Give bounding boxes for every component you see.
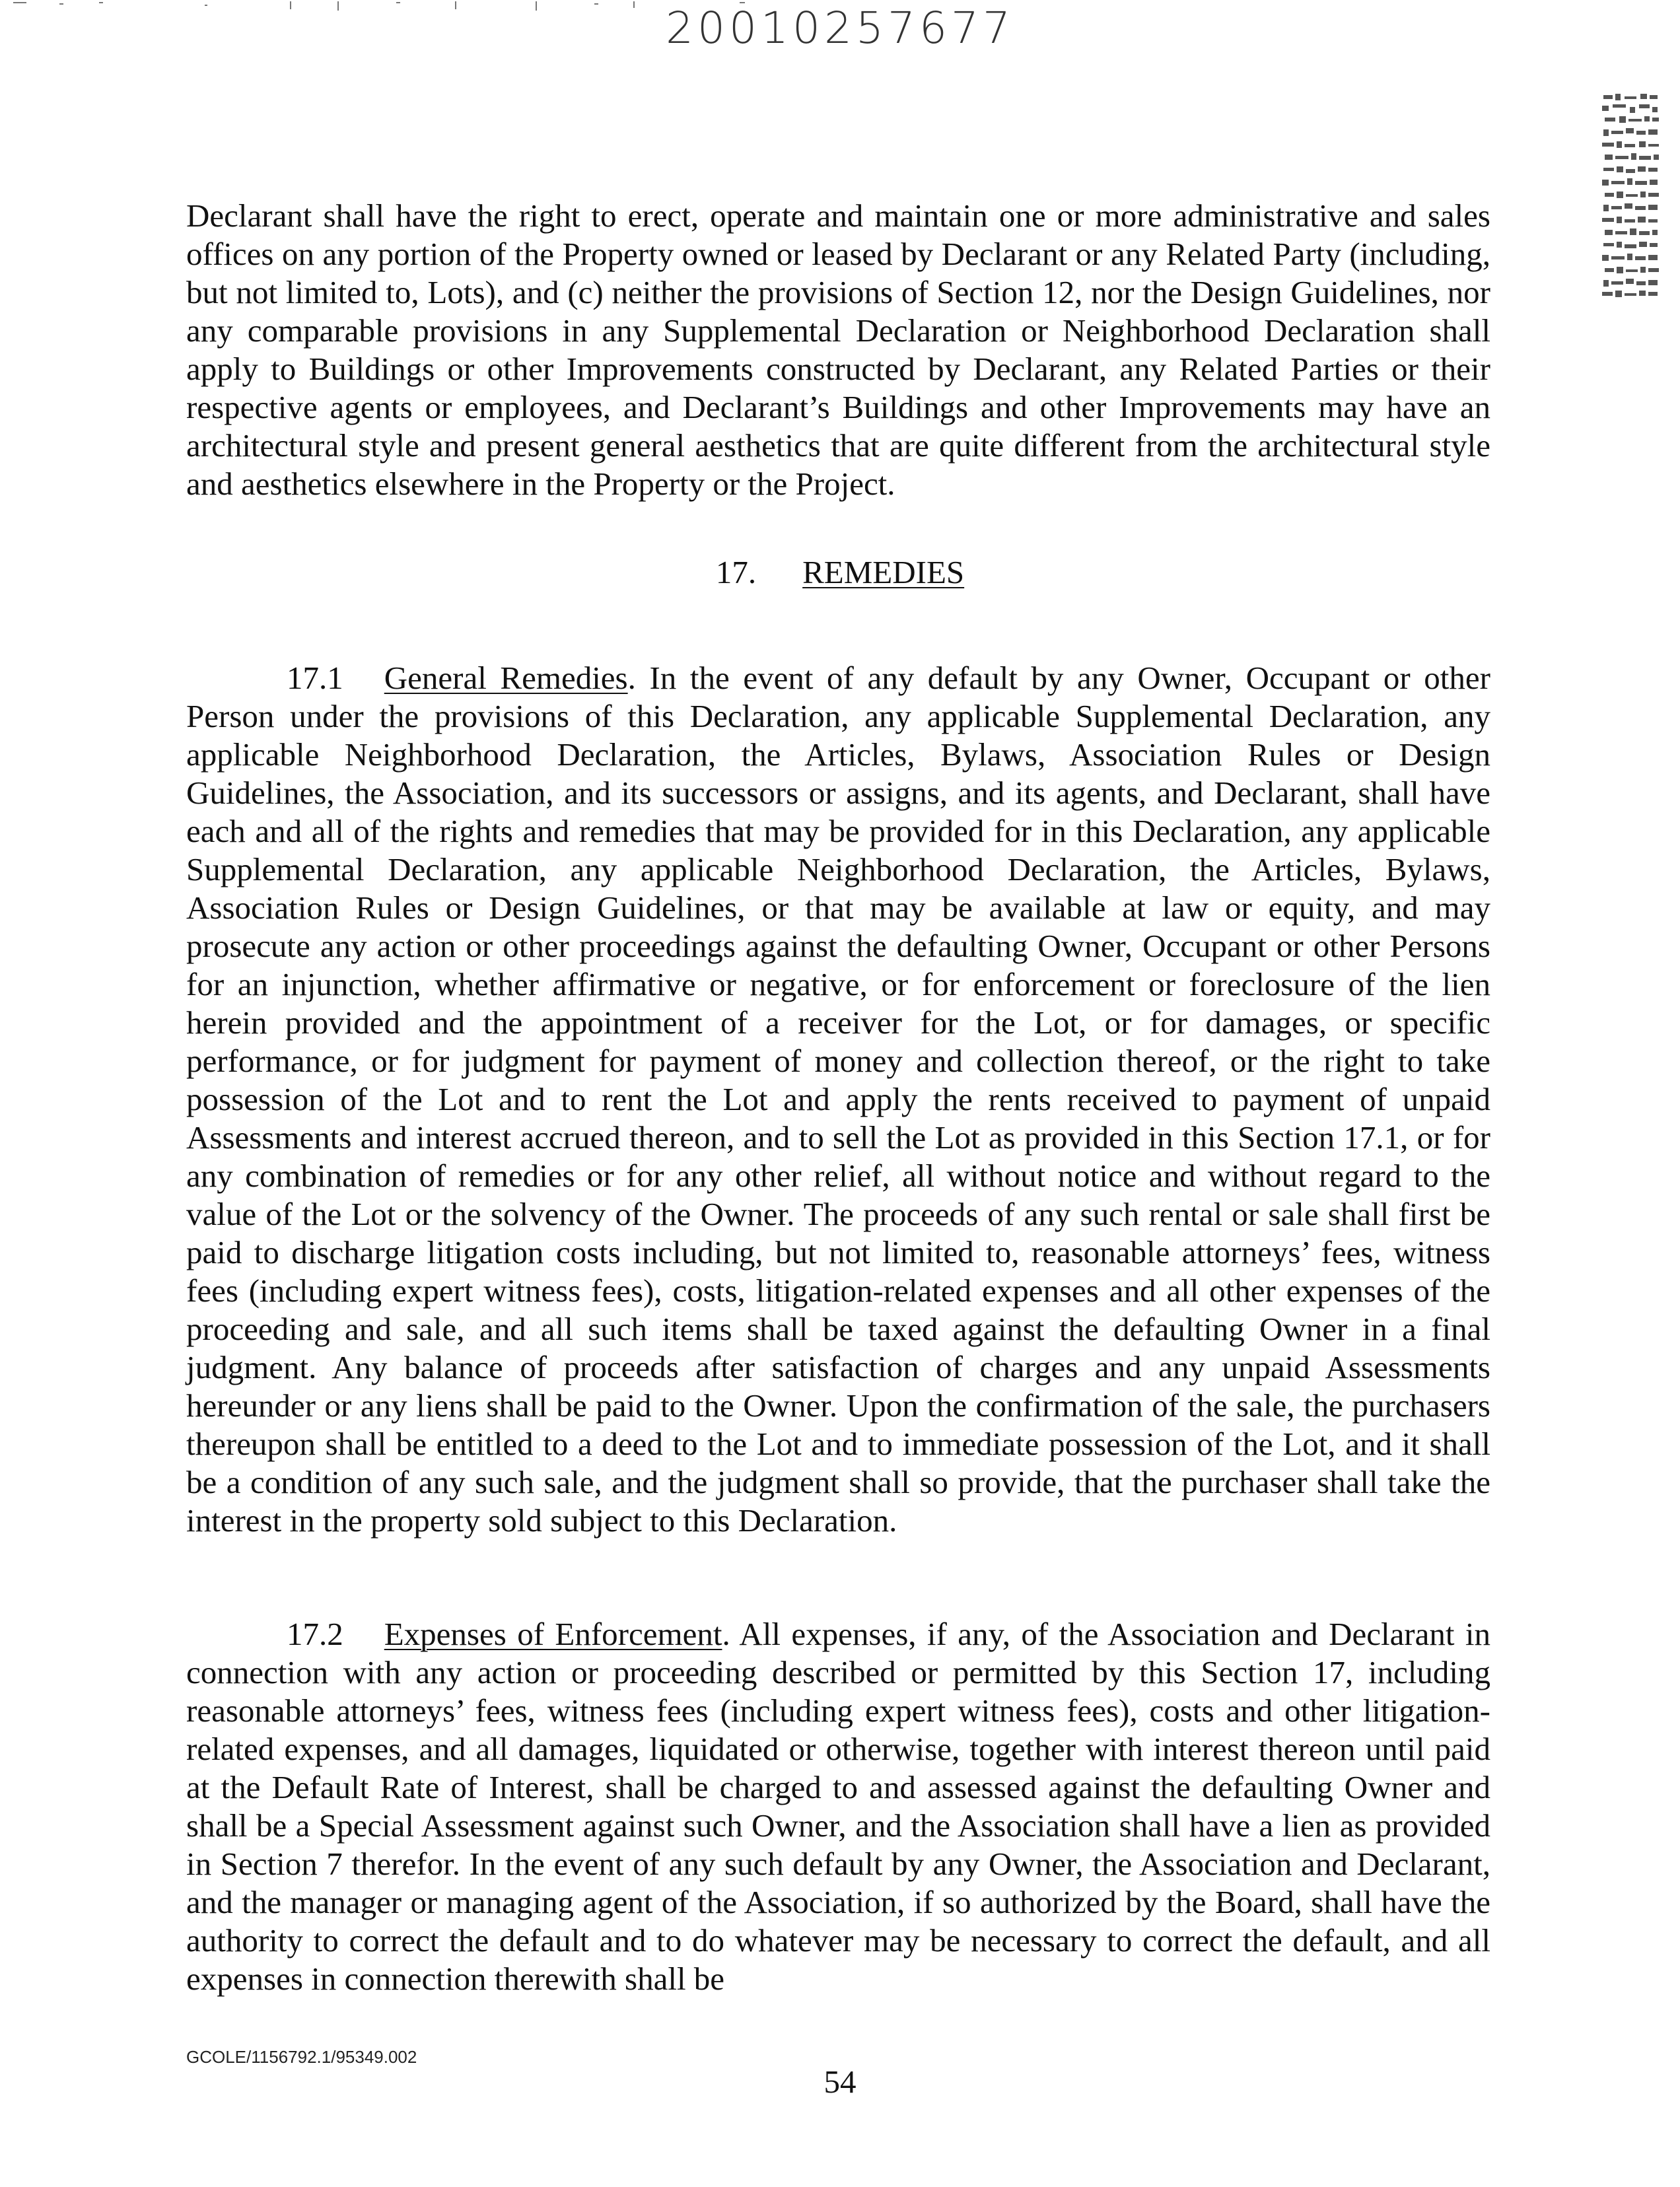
- page-number: 54: [823, 2064, 857, 2100]
- subsection-17-2-paragraph: 17.2 Expenses of Enforcement. All expenses, if any, of the Association and Declarant in connection with any action or proceeding described or permitted by this Section 17, including reasonable attorneys’ fees, witness fees (including expert witness fees), costs and other litigation-related expenses, and all damages, liquidated or otherwise, together with interest thereon until paid at the Default Rate of Interest, shall be charged to and assessed against the defaulting Owner and shall be a Special Assessment against such Owner, and the Association shall have a lien as provided in Section 7 therefor. In the event of any such default by any Owner, the Association and Declarant, and the manager or managing agent of the Association, if so authorized by the Board, shall have the authority to correct the default and to do whatever may be necessary to correct the default, and all expenses in connection therewith shall be: [186, 1616, 1490, 1997]
- continuation-paragraph: Declarant shall have the right to erect, operate and maintain one or more administrative and sales offices on any portion of the Property owned or leased by Declarant or any Related Party (including, but not limited to, Lots), and (c) neither the provisions of Section 12, nor the Design Guidelines, nor any comparable provisions in any Supplemental Declaration or Neighborhood Declaration shall apply to Buildings or other Improvements constructed by Declarant, any Related Parties or their respective agents or employees, and Declarant’s Buildings and other Improvements may have an architectural style and present general aesthetics that are quite different from the architectural style and aesthetics elsewhere in the Property or the Project.: [186, 197, 1490, 502]
- subsection-body: All expenses, if any, of the Association and Declarant in connection with any action or proceeding described or permitted by this Section 17, including reasonable attorneys’ fees, witness fees (including expert witness fees), costs and other litigation-related expenses, and all damages, liquidated or otherwise, together with interest thereon until paid at the Default Rate of Interest, shall be charged to and assessed against the defaulting Owner and shall be a Special Assessment against such Owner, and the Association shall have a lien as provided in Section 7 therefor. In the event of any such default by any Owner, the Association and Declarant, and the manager or managing agent of the Association, if so authorized by the Board, shall have the authority to correct the default and to do whatever may be necessary to correct the default, and all expenses in connection therewith shall be: [186, 1616, 1490, 1997]
- subsection-number: 17.2: [287, 1616, 343, 1652]
- subsection-17-1-paragraph: 17.1 General Remedies. In the event of any default by any Owner, Occupant or other Person under the provisions of this Declaration, any applicable Supplemental Declaration, any applicable Neighborhood Declaration, the Articles, Bylaws, Association Rules or Design Guidelines, the Association, and its successors or assigns, and its agents, and Declarant, shall have each and all of the rights and remedies that may be provided for in this Declaration, any applicable Supplemental Declaration, any applicable Neighborhood Declaration, the Articles, Bylaws, Association Rules or Design Guidelines, or that may be available at law or equity, and may prosecute any action or other proceedings against the defaulting Owner, Occupant or other Persons for an injunction, whether affirmative or negative, or for enforcement or foreclosure of the lien herein provided and the appointment of a receiver for the Lot, or for damages, or specific performance, or for judgment for payment of money and collection thereof, or the right to take possession of the Lot and to rent the Lot and apply the rents received to payment of unpaid Assessments and interest accrued thereon, and to sell the Lot as provided in this Section 17.1, or for any combination of remedies or for any other relief, all without notice and without regard to the value of the Lot or the solvency of the Owner. The proceeds of any such rental or sale shall first be paid to discharge litigation costs including, but not limited to, reasonable attorneys’ fees, witness fees (including expert witness fees), costs, litigation-related expenses and all other expenses of the proceeding and sale, and all such items shall be taxed against the defaulting Owner in a final judgment. Any balance of proceeds after satisfaction of charges and any unpaid Assessments hereunder or any liens shall be paid to the Owner. Upon the confirmation of the sale, the purchasers thereupon shall be entitled to a deed to the Lot and to immediate possession of the Lot, and it shall be a condition of any such sale, and the judgment shall so provide, that the purchaser shall take the interest in the property sold subject to this Declaration.: [186, 660, 1490, 1539]
- section-heading: [0, 553, 1680, 592]
- section-title: REMEDIES: [802, 554, 965, 590]
- section-number: 17.: [715, 554, 757, 590]
- subsection-number: 17.1: [287, 660, 343, 696]
- vertical-barcode-stamp: [1601, 91, 1660, 302]
- subsection-title: General Remedies: [384, 660, 628, 696]
- subsection-body: In the event of any default by any Owner, Occupant or other Person under the provisions of this Declaration, any applicable Supplemental Declaration, any applicable Neighborhood Declaration, the Articles, Bylaws, Association Rules or Design Guidelines, the Association, and its successors or assigns, and its agents, and Declarant, shall have each and all of the rights and remedies that may be provided for in this Declaration, any applicable Supplemental Declaration, any applicable Neighborhood Declaration, the Articles, Bylaws, Association Rules or Design Guidelines, or that may be available at law or equity, and may prosecute any action or other proceedings against the defaulting Owner, Occupant or other Persons for an injunction, whether affirmative or negative, or for enforcement or foreclosure of the lien herein provided and the appointment of a receiver for the Lot, or for damages, or specific performance, or for judgment for payment of money and collection thereof, or the right to take possession of the Lot and to rent the Lot and apply the rents received to payment of unpaid Assessments and interest accrued thereon, and to sell the Lot as provided in this Section 17.1, or for any combination of remedies or for any other relief, all without notice and without regard to the value of the Lot or the solvency of the Owner. The proceeds of any such rental or sale shall first be paid to discharge litigation costs including, but not limited to, reasonable attorneys’ fees, witness fees (including expert witness fees), costs, litigation-related expenses and all other expenses of the proceeding and sale, and all such items shall be taxed against the defaulting Owner in a final judgment. Any balance of proceeds after satisfaction of charges and any unpaid Assessments hereunder or any liens shall be paid to the Owner. Upon the confirmation of the sale, the purchasers thereupon shall be entitled to a deed to the Lot and to immediate possession of the Lot, and it shall be a condition of any such sale, and the judgment shall so provide, that the purchaser shall take the interest in the property sold subject to this Declaration.: [186, 660, 1490, 1539]
- footer-file-id: GCOLE/1156792.1/95349.002: [186, 2047, 417, 2067]
- subsection-title: Expenses of Enforcement: [384, 1616, 722, 1652]
- document-number: 20010257677: [666, 3, 1014, 53]
